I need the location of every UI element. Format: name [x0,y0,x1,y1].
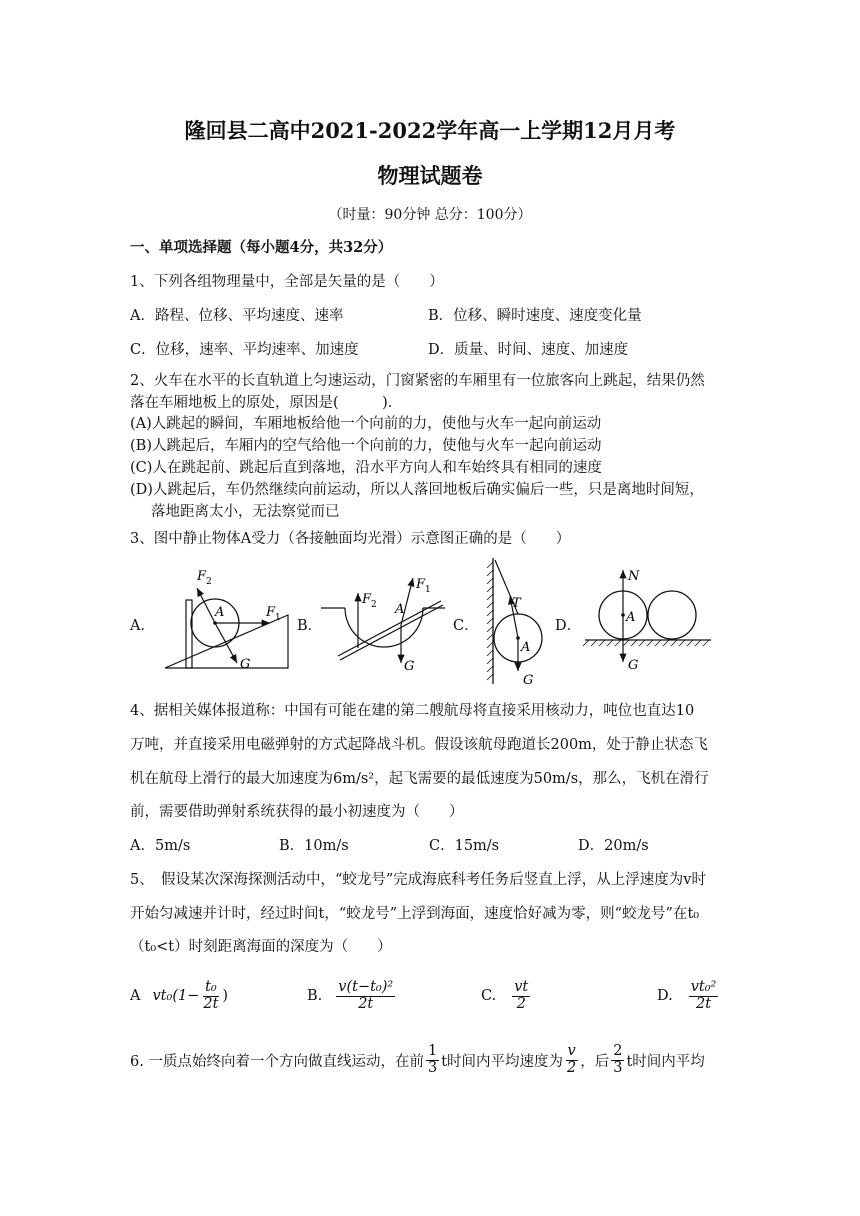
label-f1: F [416,577,426,592]
q4-line2: 万吨，并直接采用电磁弹射的方式起降战斗机。假设该航母跑道长200m，处于静止状态飞 [130,737,708,753]
q4-option-d: D．20m/s [578,838,649,854]
q2-option-c: (C)人在跳起前、跳起后直到落地，沿水平方向人和车始终具有相同的速度 [130,460,602,476]
q4-option-a: A．5m/s [130,838,191,854]
q1-option-d: D．质量、时间、速度、加速度 [428,342,629,358]
q5-option-a-numerator: t₀ [205,979,217,995]
q5-option-b [307,980,397,1013]
q5-option-c-label: C. [481,988,497,1005]
q5-line1: 5、 假设某次深海探测活动中，“蛟龙号”完成海底科考任务后竖直上浮，从上浮速度为v时 [130,872,706,888]
q5-option-c-fraction [512,980,530,1013]
q1-option-b: B．位移、瞬时速度、速度变化量 [428,308,642,324]
q5-option-d-label: D. [657,988,673,1005]
q6-fraction-2-numerator: v [567,1043,576,1059]
q3-stem: 3、图中静止物体A受力（各接触面均光滑）示意图正确的是（ ） [130,531,571,547]
q6-fraction-2-denominator: 2 [567,1059,577,1076]
q3-label-d: D． [555,618,582,634]
q3-figure-c [483,556,553,688]
q3-label-a: A． [130,618,155,634]
q6-fraction-1 [426,1044,439,1077]
exam-info: （时量：90分钟 总分：100分） [328,207,532,223]
label-f2-sub: 2 [371,600,377,610]
q5-option-c-denominator: 2 [516,995,526,1012]
q5-option-a-fraction [201,980,220,1013]
q5-option-a [130,980,228,1013]
q2-stem-line2: 落在车厢地板上的原处，原因是( ). [130,395,393,411]
q2-option-a: (A)人跳起的瞬间，车厢地板给他一个向前的力，使他与火车一起向前运动 [130,416,602,432]
q2-stem-line1: 2、火车在水平的长直轨道上匀速运动，门窗紧密的车厢里有一位旅客向上跳起，结果仍然 [130,373,705,389]
q6-text-mid1: t时间内平均速度为 [441,1053,564,1070]
label-a: A [521,640,531,655]
q1-option-c: C．位移，速率、平均速率、加速度 [130,342,359,358]
q5-option-a-denominator: 2t [203,995,219,1012]
label-f1-sub: 1 [425,585,431,595]
q6-fraction-3 [611,1044,624,1077]
q6-fraction-1-numerator: 1 [427,1043,438,1059]
q6-fraction-1-denominator: 3 [427,1059,438,1076]
q5-option-b-label: B. [307,988,323,1005]
q5-option-b-denominator: 2t [358,995,374,1012]
label-a: A [626,610,636,625]
q3-label-c: C． [453,618,479,634]
q6-fraction-3-numerator: 2 [613,1043,623,1059]
section1-heading: 一、单项选择题（每小题4分，共32分） [130,239,393,256]
q3-figure-d [583,566,713,672]
q5-option-a-label: A [130,988,141,1005]
label-a: A [395,602,405,617]
label-a: A [215,605,225,620]
q5-option-b-numerator: v(t−t₀)² [338,979,394,995]
q5-option-c-numerator: vt [514,979,529,995]
q3-figure-b [318,563,453,678]
q5-line3: （t₀<t）时刻距离海面的深度为（ ） [130,939,392,955]
label-g: G [240,657,251,672]
label-f2: F [197,569,207,584]
q3-label-b: B． [297,618,323,634]
exam-title-line2: 物理试题卷 [377,163,483,188]
q5-option-b-fraction [336,980,395,1013]
q5-line2: 开始匀减速并计时，经过时间t，“蛟龙号”上浮到海面，速度恰好减为零，则“蛟龙号”在t₀ [130,906,700,922]
q4-option-b: B．10m/s [279,838,349,854]
q4-line1: 4、据相关媒体报道称：中国有可能在建的第二艘航母将直接采用核动力，吨位也直达10 [130,703,695,719]
label-n: N [628,569,640,584]
q4-line3: 机在航母上滑行的最大加速度为6m/s²，起飞需要的最低速度为50m/s，那么，飞机在滑行 [130,771,709,787]
q6-fraction-3-denominator: 3 [613,1059,623,1076]
q5-option-c [481,980,532,1013]
label-g: G [628,658,639,672]
q5-option-a-expr-post: ) [222,988,229,1005]
q5-option-a-expr-pre: vt₀(1− [152,988,200,1005]
q5-option-d-fraction [689,980,719,1013]
q2-option-d-line1: (D)人跳起后，车仍然继续向前运动，所以人落回地板后确实偏后一些，只是离地时间短， [130,482,704,498]
q6-fraction-2 [565,1044,578,1077]
q6-text-post: t时间内平均 [626,1053,705,1070]
q5-option-d [657,980,720,1013]
q2-option-d-line2: 落地距离太小，无法察觉而已 [151,504,340,520]
q5-option-d-denominator: 2t [696,995,712,1012]
q1-stem: 1、下列各组物理量中，全部是矢量的是（ ） [130,274,444,290]
label-g: G [523,673,534,688]
q6-text-mid2: ，后 [580,1053,610,1070]
label-g: G [404,659,415,674]
q4-line4: 前，需要借助弹射系统获得的最小初速度为（ ） [130,804,464,820]
exam-title-line1: 隆回县二高中2021-2022学年高一上学期12月月考 [184,118,676,143]
label-f2: F [362,592,372,607]
q6-stem [130,1044,705,1077]
q4-option-c: C．15m/s [429,838,500,854]
label-f1: F [266,605,276,620]
label-f2-sub: 2 [206,577,212,587]
label-f1-sub: 1 [275,613,281,623]
q2-option-b: (B)人跳起后，车厢内的空气给他一个向前的力，使他与火车一起向前运动 [130,438,602,454]
q3-figure-a [160,560,295,675]
label-t: T [512,596,521,611]
q6-text-pre: 6. 一质点始终向着一个方向做直线运动，在前 [130,1053,424,1070]
q1-option-a: A．路程、位移、平均速度、速率 [130,308,344,324]
q5-option-d-numerator: vt₀² [690,979,717,995]
